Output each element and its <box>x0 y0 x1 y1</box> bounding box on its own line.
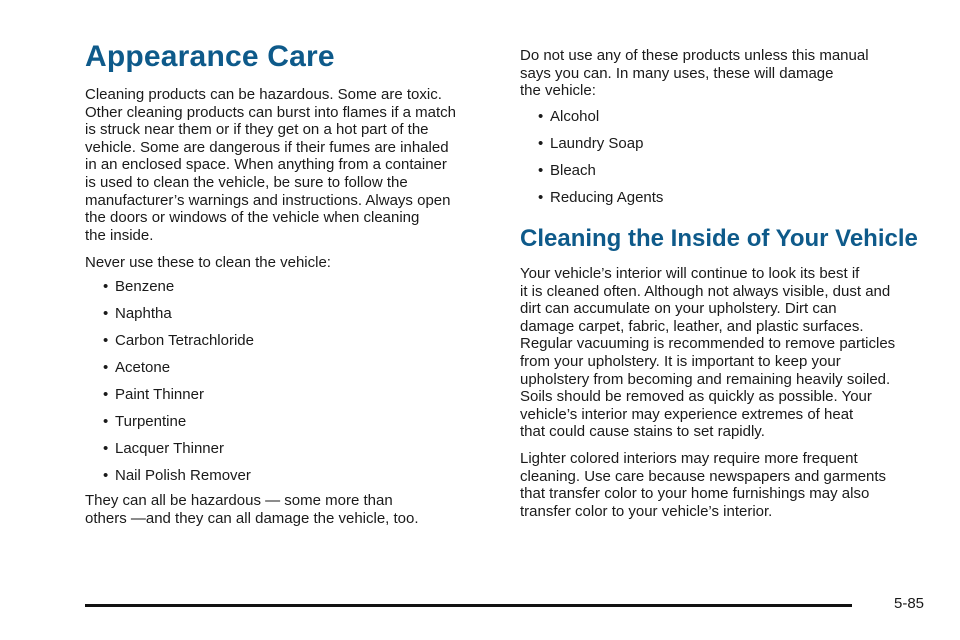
paragraph-line: that could cause stains to set rapidly. <box>520 423 765 441</box>
bullet-icon: • <box>103 413 109 430</box>
paragraph-line: Your vehicle’s interior will continue to look its best if <box>520 265 860 282</box>
paragraph-line: Lighter colored interiors may require more frequent <box>520 450 858 467</box>
list-item <box>520 135 935 162</box>
prohibited-list <box>85 278 500 494</box>
list-item-label: Nail Polish Remover <box>115 467 251 484</box>
bullet-icon: • <box>103 305 109 322</box>
list-item <box>520 108 935 135</box>
bullet-icon: • <box>103 440 109 457</box>
list-item-label: Turpentine <box>115 413 187 430</box>
warning-line: says you can. In many uses, these will damage <box>520 64 834 82</box>
intro-line: the doors or windows of the vehicle when cleaning <box>85 209 420 227</box>
paragraph-line: that transfer color to your home furnishings may also <box>520 485 870 503</box>
damaging-products-list <box>520 108 935 216</box>
paragraph-line: it is cleaned often. Although not always visible, dust and <box>520 282 891 300</box>
paragraph-line: Soils should be removed as quickly as possible. Your <box>520 388 872 406</box>
footer-rule <box>85 604 852 607</box>
paragraph-line: upholstery from becoming and remaining heavily soiled. <box>520 370 891 388</box>
lighter-interiors-paragraph <box>520 450 935 520</box>
list-item <box>85 359 500 386</box>
list-item-label: Benzene <box>115 278 175 295</box>
intro-line: Cleaning products can be hazardous. Some are toxic. <box>85 86 442 103</box>
list-item-label: Paint Thinner <box>115 386 204 403</box>
warning-paragraph <box>520 47 935 100</box>
list-item-label: Naphtha <box>115 305 172 322</box>
list-item-label: Lacquer Thinner <box>115 440 224 457</box>
bullet-icon: • <box>103 359 109 376</box>
paragraph-line: dirt can accumulate on your upholstery. Dirt can <box>520 300 837 318</box>
page-number: 5-85 <box>894 595 925 612</box>
warning-line: Do not use any of these products unless this manual <box>520 47 869 64</box>
interior-care-paragraph <box>520 265 935 441</box>
page-title: Appearance Care <box>85 40 335 73</box>
paragraph-line: transfer color to your vehicle’s interior. <box>520 502 773 520</box>
warning-line: the vehicle: <box>520 82 596 100</box>
bullet-icon: • <box>103 332 109 349</box>
list-item <box>520 162 935 189</box>
intro-paragraph <box>85 86 500 244</box>
intro-line: is used to clean the vehicle, be sure to follow the <box>85 173 408 191</box>
list-item-label: Bleach <box>550 162 596 179</box>
paragraph-line: vehicle’s interior may experience extremes of heat <box>520 405 854 423</box>
intro-line: is struck near them or if they get on a hot part of the <box>85 121 429 139</box>
list-item <box>85 413 500 440</box>
intro-line: vehicle. Some are dangerous if their fumes are inhaled <box>85 138 449 156</box>
list-item <box>85 305 500 332</box>
paragraph-line: Regular vacuuming is recommended to remove particles <box>520 335 896 353</box>
list-item-label: Laundry Soap <box>550 135 644 152</box>
list-item-label: Alcohol <box>550 108 600 125</box>
bullet-icon: • <box>103 467 109 484</box>
intro-line: the inside. <box>85 226 154 244</box>
intro-line: manufacturer’s warnings and instructions. Always open <box>85 191 451 209</box>
intro-line: in an enclosed space. When anything from a container <box>85 156 447 174</box>
never-use-label: Never use these to clean the vehicle: <box>85 254 331 271</box>
section-heading: Cleaning the Inside of Your Vehicle <box>520 225 918 252</box>
list-item <box>85 332 500 359</box>
closing-paragraph <box>85 492 500 527</box>
bullet-icon: • <box>538 108 544 125</box>
bullet-icon: • <box>538 162 544 179</box>
list-item <box>520 189 935 216</box>
intro-line: Other cleaning products can burst into flames if a match <box>85 103 457 121</box>
list-item-label: Carbon Tetrachloride <box>115 332 254 349</box>
paragraph-line: damage carpet, fabric, leather, and plastic surfaces. <box>520 317 864 335</box>
list-item-label: Reducing Agents <box>550 189 664 206</box>
closing-line: They can all be hazardous — some more than <box>85 492 393 509</box>
list-item <box>85 386 500 413</box>
bullet-icon: • <box>103 386 109 403</box>
bullet-icon: • <box>538 135 544 152</box>
list-item <box>85 467 500 494</box>
paragraph-line: from your upholstery. It is important to keep your <box>520 352 841 370</box>
bullet-icon: • <box>538 189 544 206</box>
bullet-icon: • <box>103 278 109 295</box>
list-item-label: Acetone <box>115 359 171 376</box>
list-item <box>85 278 500 305</box>
paragraph-line: cleaning. Use care because newspapers and garments <box>520 467 887 485</box>
closing-line: others —and they can all damage the vehicle, too. <box>85 509 419 527</box>
list-item <box>85 440 500 467</box>
